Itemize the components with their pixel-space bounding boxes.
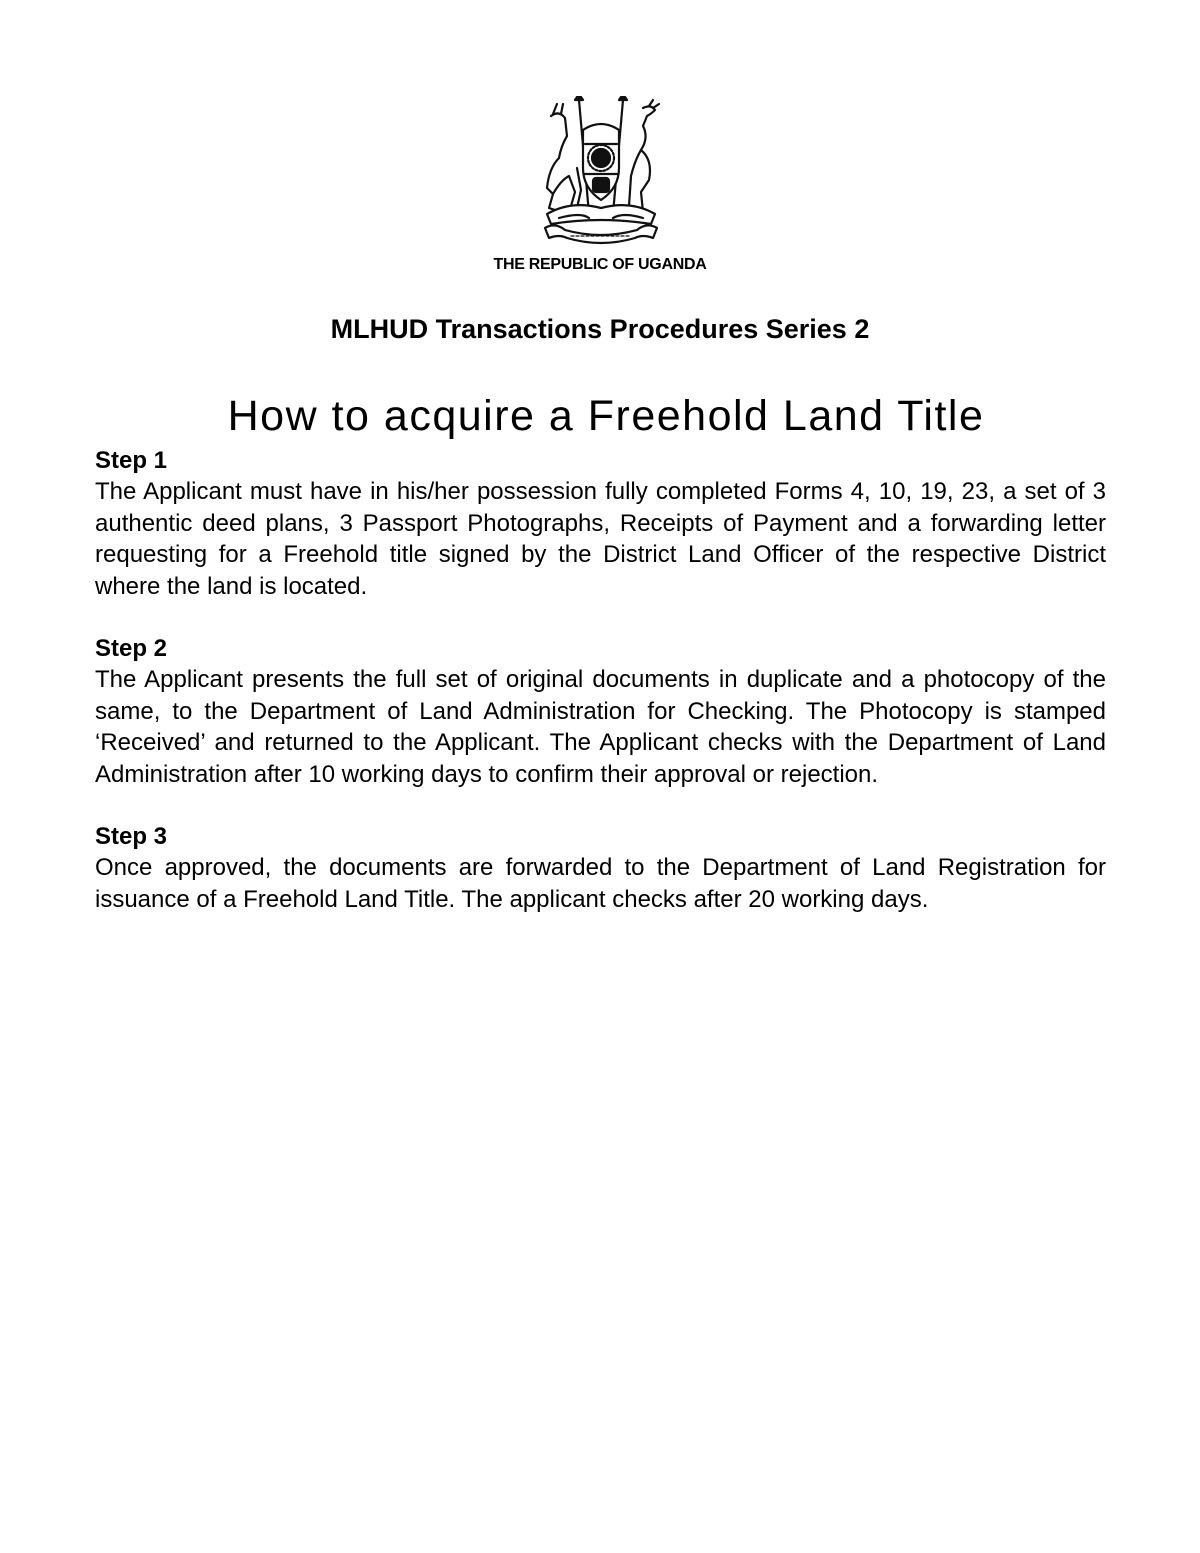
step-heading: Step 2 xyxy=(95,635,168,662)
series-title: MLHUD Transactions Procedures Series 2 xyxy=(330,314,870,344)
step-text: The Applicant presents the full set of original documents in duplicate and a photocopy of the same, to the Department of Land Administration for Checking. The Photocopy is stamped ‘Received’ and returned to the Applicant. The Applicant checks with the Department of Land Administration after 10 working days to confirm their approval or rejection. xyxy=(95,666,1106,788)
step-text: The Applicant must have in his/her possession fully completed Forms 4, 10, 19, 23, a set of 3 authentic deed plans, 3 Passport Photographs, Receipts of Payment and a forwarding letter requesting for a Freehold title signed by the District Land Officer of the respective District where the land is located. xyxy=(95,478,1106,600)
document-title: How to acquire a Freehold Land Title xyxy=(227,392,985,440)
step-2 xyxy=(95,634,1106,790)
step-text: Once approved, the documents are forwarded to the Department of Land Registration for issuance of a Freehold Land Title. The applicant checks after 20 working days. xyxy=(95,854,1106,913)
steps-list xyxy=(95,446,1106,947)
coat-of-arms-icon xyxy=(531,96,671,248)
step-3 xyxy=(95,822,1106,915)
step-1 xyxy=(95,446,1106,602)
step-heading: Step 1 xyxy=(95,447,168,474)
step-heading: Step 3 xyxy=(95,823,168,850)
republic-heading: THE REPUBLIC OF UGANDA xyxy=(493,256,707,273)
